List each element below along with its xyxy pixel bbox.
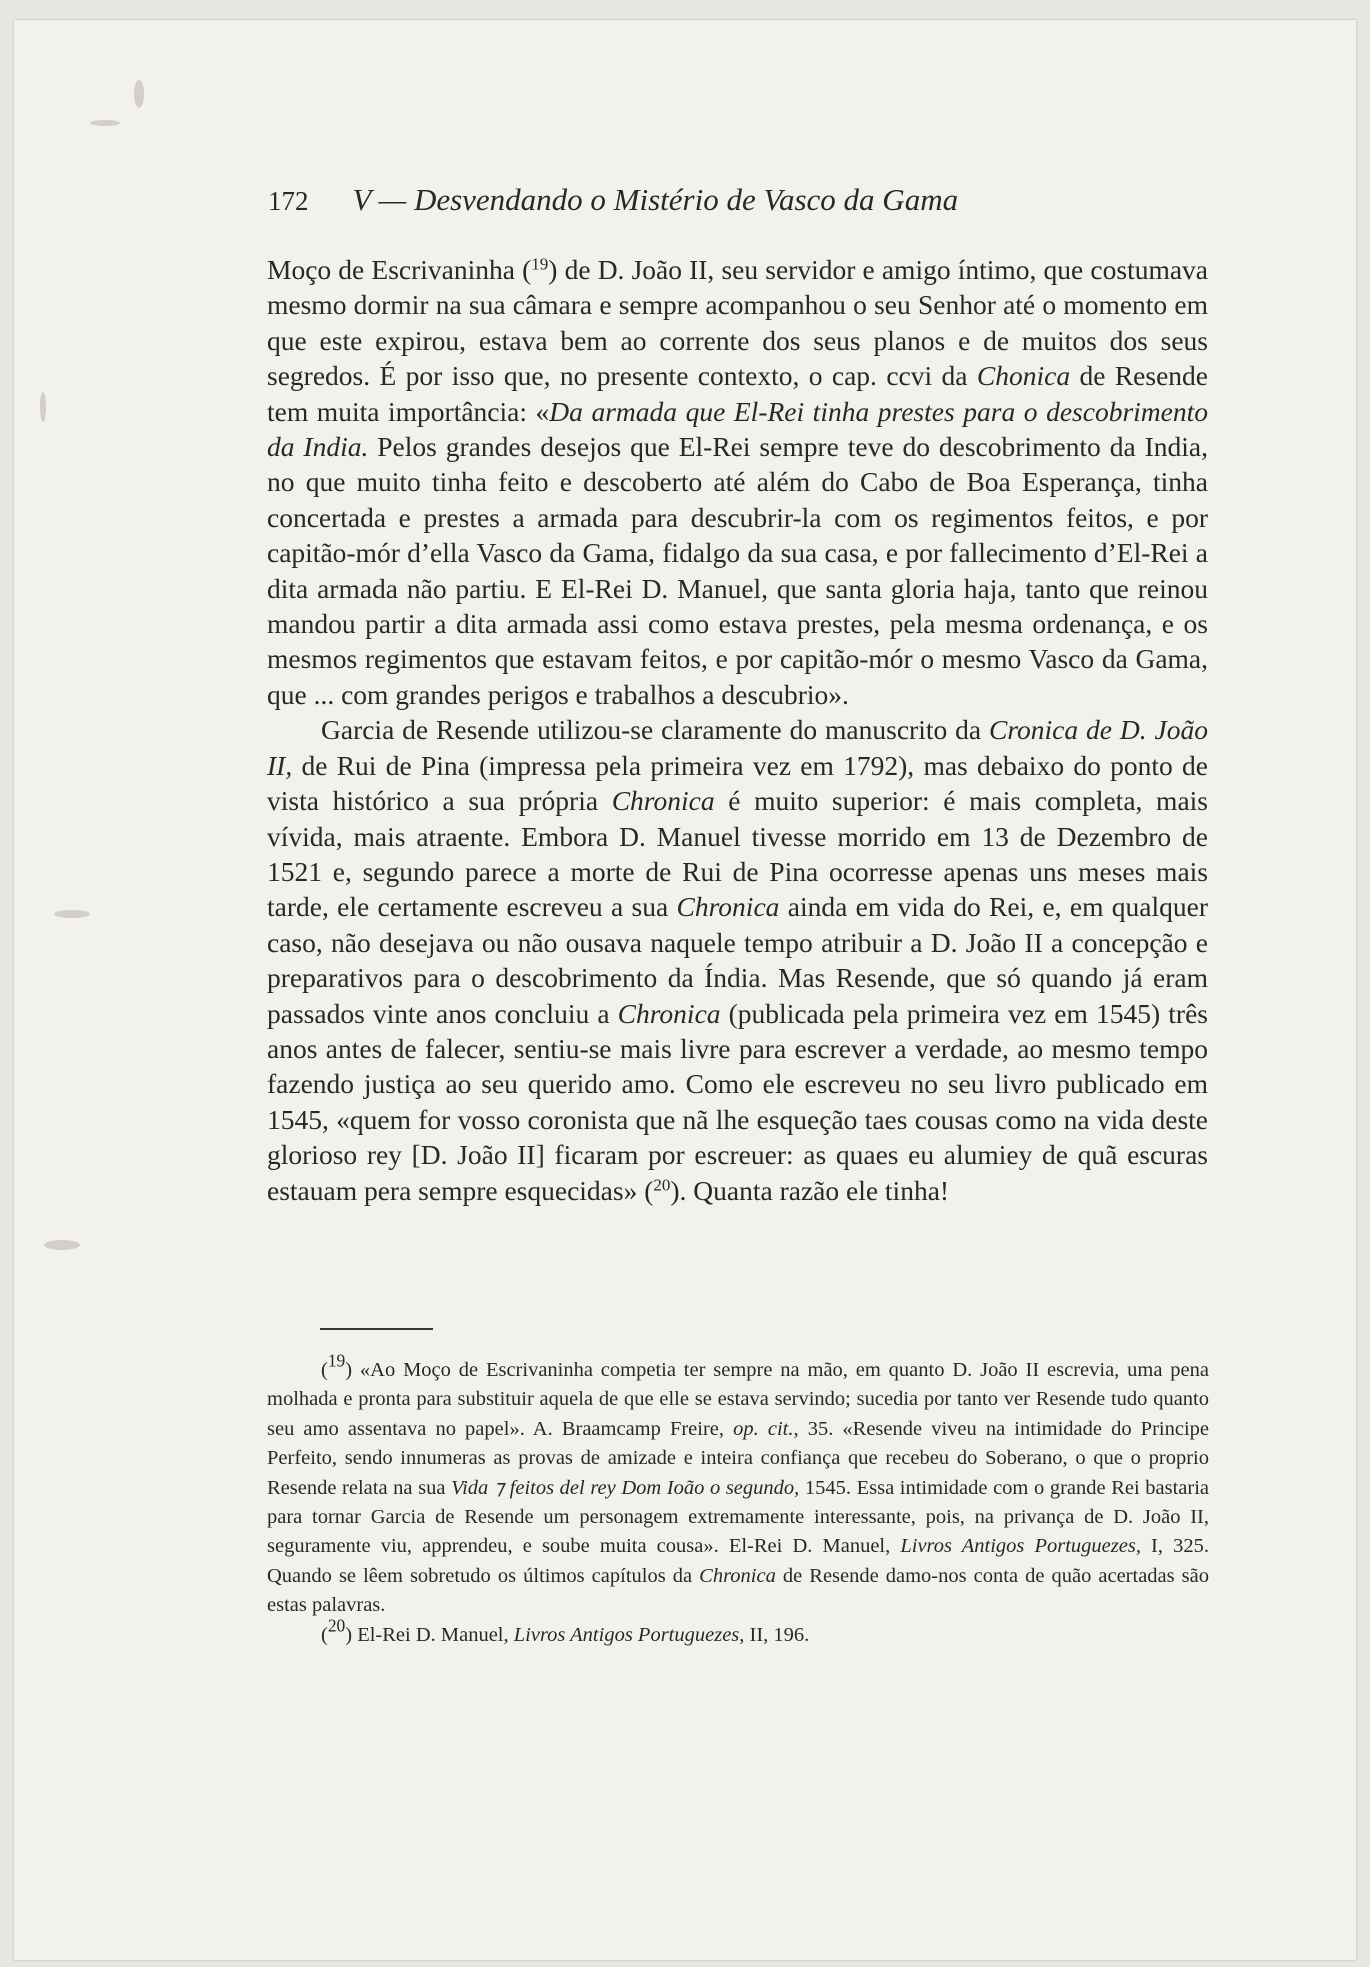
- text-run: II, 196.: [744, 1623, 810, 1646]
- italic-title: Cronica de D. João II,: [267, 714, 1208, 781]
- text-run: 35. «Resende viveu na intimidade do Principe Perfeito, sendo innumeras as provas de amizade e inteira confiança que recebeu do Soberano, o que o proprio Resende relata na sua: [267, 1417, 1209, 1499]
- text-run: I, 325. Quando se lêem sobretudo os últimos capítulos da: [267, 1535, 1209, 1587]
- text-run: ) de D. João II, seu servidor e amigo íntimo, que costumava mesmo dormir na sua câmara e sempre acompanhou o seu Senhor até o momento em que este expirou, estava bem ao corrente dos seus planos e de muitos dos seus segredos. É por isso que, no presente contexto, o cap. ccvi da: [267, 254, 1209, 392]
- footnotes: [267, 1350, 1210, 1650]
- text-run: Moço de Escrivaninha (: [267, 254, 532, 285]
- text-run: Garcia de Resende utilizou-se claramente do manuscrito da: [321, 714, 989, 746]
- page-header: [268, 180, 1228, 221]
- italic-title: Livros Antigos Portuguezes,: [513, 1623, 745, 1646]
- footnote-20: ($^{20}$) El-Rei D. Manuel, Livros Antigos Portuguezes, II, 196.: [321, 1615, 810, 1646]
- paragraph: [267, 712, 1208, 1208]
- italic-title: Chronica: [676, 891, 780, 923]
- text-run: «Ao Moço de Escrivaninha competia ter sempre na mão, em quanto D. João II escrevia, uma pena molhada e pronta para substituir aquela de que elle se estava servindo; sucedia por tanto ver Resende tudo quanto seu amo assentava no papel». A. Braamcamp Freire,: [267, 1359, 1209, 1440]
- text-run: ). Quanta razão ele tinha!: [670, 1174, 950, 1206]
- italic-title: Vida ⁊ feitos del rey Dom Ioão o segundo,: [451, 1476, 800, 1499]
- scan-blemish: [90, 120, 120, 126]
- italic-title: Chronica: [699, 1564, 776, 1587]
- italic-title: Chronica: [611, 785, 715, 817]
- paragraph: [267, 252, 1208, 712]
- document-page: [14, 20, 1356, 1960]
- body-text: [267, 252, 1208, 1208]
- text-run: Pelos grandes desejos que El-Rei sempre teve do descobrimento da India, no que muito tinha feito e descoberto até além do Cabo de Boa Esperança, tinha concertada e prestes a armada para descubrir-la com os regimentos feitos, e por capitão-mór d’ella Vasco da Gama, fidalgo da sua casa, e por fallecimento d’El-Rei a dita armada não partiu. E El-Rei D. Manuel, que santa gloria haja, tanto que reinou mandou partir a dita armada assi como estava prestes, pela mesma ordenança, e os mesmos regimentos que estavam feitos, e por capitão-mór o mesmo Vasco da Gama, que ... com grandes perigos e trabalhos a descubrio».: [267, 431, 1208, 710]
- scan-blemish: [44, 1240, 80, 1250]
- text-run: ainda em vida do Rei, e, em qualquer caso, não desejava ou não ousava naquele tempo atribuir a D. João II a concepção e preparativos para o descobrimento da Índia. Mas Resende, que só quando já eram passados vinte anos concluiu a: [267, 891, 1208, 1029]
- text-run: 1545. Essa intimidade com o grande Rei bastaria para tornar Garcia de Resende um personagem extremamente interessante, pois, na privança de D. João II, seguramente viu, apprendeu, e soube muita cousa». El-Rei D. Manuel,: [267, 1476, 1210, 1558]
- text-run: El-Rei D. Manuel,: [352, 1623, 514, 1646]
- scan-blemish: [40, 392, 46, 422]
- text-run: de Rui de Pina (impressa pela primeira vez em 1792), mas debaixo do ponto de vista histórico a sua própria: [267, 749, 1208, 817]
- footnote-reference-20: 20: [653, 1175, 671, 1195]
- footnote-label: 19: [327, 1350, 346, 1371]
- footnote-divider: [320, 1328, 433, 1330]
- page-number: 172: [268, 186, 309, 216]
- text-run: de Resende damo-nos conta de quão acertadas são estas palavras.: [267, 1564, 1209, 1617]
- italic-title: Chronica: [617, 997, 721, 1029]
- italic-title: Livros Antigos Portuguezes,: [900, 1535, 1141, 1558]
- text-run: de Resende tem muita importância: «: [267, 360, 1208, 427]
- italic-quote-heading: Da armada que El-Rei tinha prestes para o descobrimento da India.: [267, 395, 1208, 463]
- scan-blemish: [134, 80, 144, 108]
- footnote-label: 20: [327, 1615, 346, 1636]
- footnote-19: ($^{19}$) «Ao Moço de Escrivaninha competia ter sempre na mão, em quanto D. João II escrevia, uma pena molhada e pronta para substituir aquela de que elle se estava servindo; sucedia por tanto ver Resende tudo quanto seu amo assentava no papel». A. Braamcamp Freire, op. cit., 35. «Resende viveu na intimidade do Principe Perfeito, sendo innumeras as provas de amizade e inteira confiança que recebeu do Soberano, o que o proprio Resende relata na sua Vida ⁊ feitos del rey Dom Ioão o segundo, 1545. Essa intimidade com o grande Rei bastaria para tornar Garcia de Resende um personagem extremamente interessante, pois, na privança de D. João II, seguramente viu, apprendeu, e soube muita cousa». El-Rei D. Manuel, Livros Antigos Portuguezes, I, 325. Quando se lêem sobretudo os últimos capítulos da Chronica de Resende damo-nos conta de quão acertadas são estas palavras.: [267, 1350, 1210, 1617]
- italic-text: op. cit.,: [733, 1417, 799, 1440]
- running-title: V — Desvendando o Mistério de Vasco da Gama: [352, 182, 959, 217]
- italic-title: Chonica: [976, 360, 1071, 392]
- text-run: (publicada pela primeira vez em 1545) três anos antes de falecer, sentiu-se mais livre para escrever a verdade, ao mesmo tempo fazendo justiça ao seu querido amo. Como ele escreveu no seu livro publicado em 1545, «quem for vosso coronista que nã lhe esqueção taes cousas como na vida deste glorioso rey [D. João II] ficaram por escreuer: as quaes eu alumiey de quã escuras estauam pera sempre esquecidas» (: [267, 997, 1208, 1206]
- footnote-reference-19: 19: [531, 254, 549, 274]
- scan-blemish: [54, 910, 90, 918]
- text-run: é muito superior: é mais completa, mais vívida, mais atraente. Embora D. Manuel tivesse morrido em 13 de Dezembro de 1521 e, segundo parece a morte de Rui de Pina ocorresse apenas uns meses mais tarde, ele certamente escreveu a sua: [267, 785, 1208, 923]
